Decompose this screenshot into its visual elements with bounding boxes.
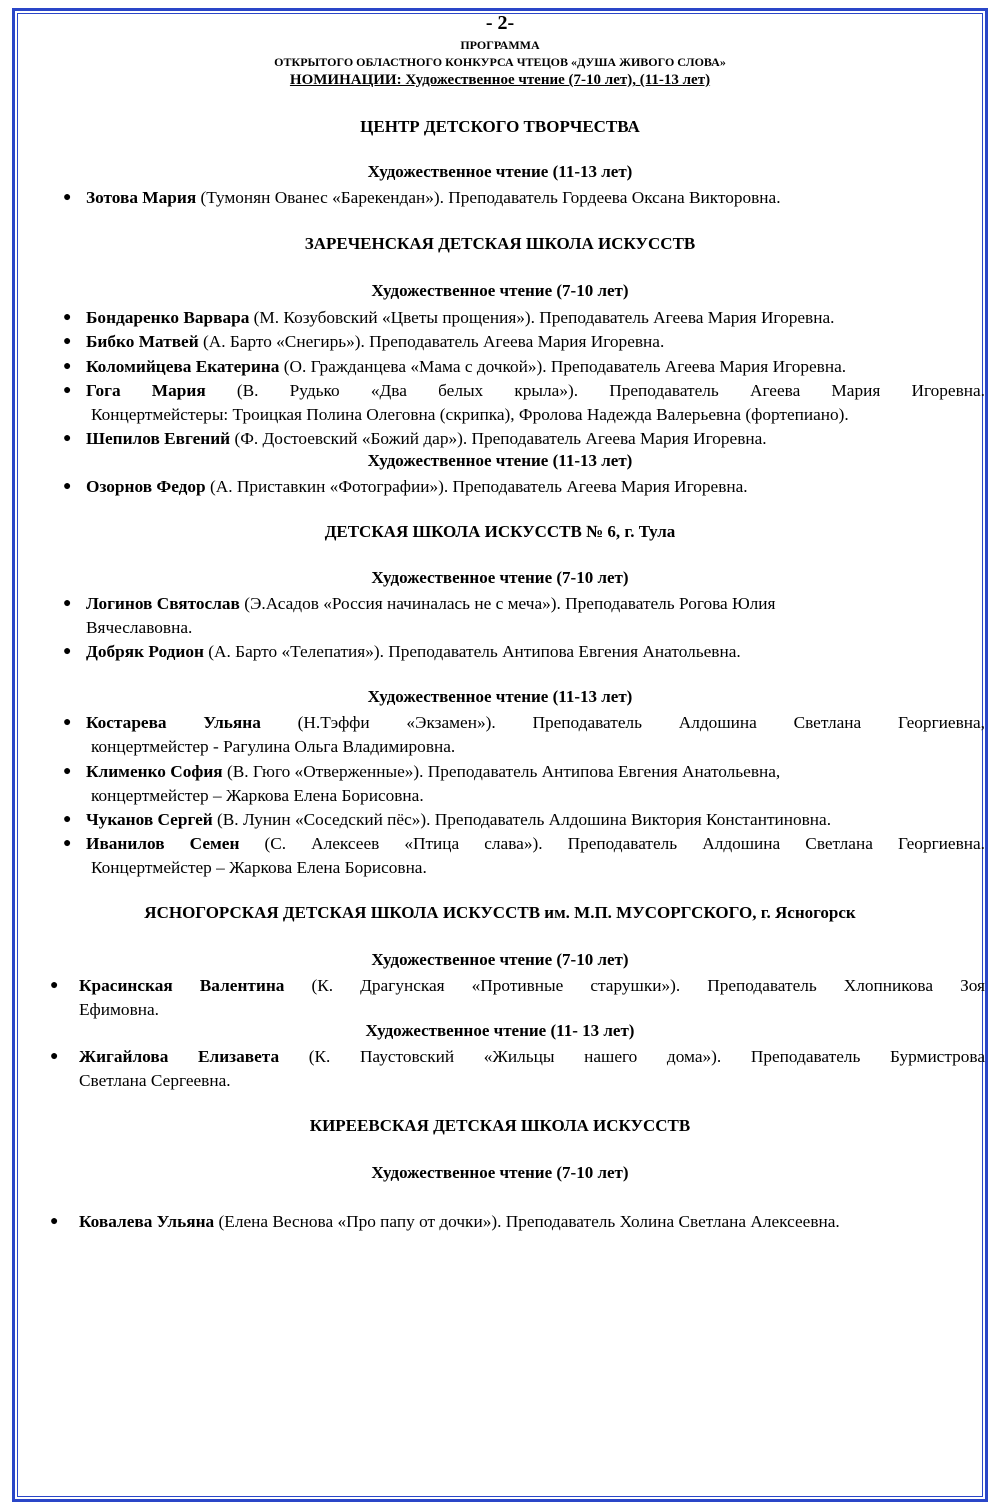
participant-details: (Ф. Достоевский «Божий дар»). Преподаватель Агеева Мария Игоревна. <box>230 429 767 448</box>
bullet-icon: ● <box>63 334 72 349</box>
participant-name: Бондаренко Варвара <box>86 308 250 327</box>
participant-details-cont: Ефимовна. <box>79 1000 159 1019</box>
participant-name: Ковалева Ульяна <box>79 1212 215 1231</box>
section-org-title: ЯСНОГОРСКАЯ ДЕТСКАЯ ШКОЛА ИСКУССТВ им. М.П. МУСОРГСКОГО, г. Ясногорск <box>144 903 856 922</box>
participant-details: (А. Барто «Снегирь»). Преподаватель Агеева Мария Игоревна. <box>198 332 665 351</box>
category-heading: Художественное чтение (7-10 лет) <box>371 568 629 587</box>
participant-details: (С. Алексеев «Птица слава»). Преподаватель Алдошина Светлана Георгиевна. <box>239 834 985 853</box>
list-item <box>63 427 986 451</box>
participant-name: Озорнов Федор <box>86 477 206 496</box>
bullet-icon: ● <box>63 836 72 851</box>
bullet-icon: ● <box>50 1214 59 1229</box>
nominations-text: НОМИНАЦИИ: Художественное чтение (7-10 лет), (11-13 лет) <box>289 72 711 88</box>
list-item <box>63 592 986 640</box>
participant-name: Добряк Родион <box>86 642 204 661</box>
bullet-icon: ● <box>63 310 72 325</box>
participant-accompanist: концертмейстер – Жаркова Елена Борисовна. <box>91 786 424 805</box>
participant-name: Клименко София <box>86 762 223 781</box>
list-item <box>63 330 986 354</box>
list-item <box>63 808 986 832</box>
list-item <box>63 186 986 210</box>
category-heading: Художественное чтение (11-13 лет) <box>367 451 633 470</box>
bullet-icon: ● <box>63 479 72 494</box>
participant-details: (Э.Асадов «Россия начиналась не с меча»). Преподаватель Рогова Юлия <box>239 594 776 613</box>
participant-name: Жигайлова Елизавета <box>79 1047 280 1066</box>
contest-title: ОТКРЫТОГО ОБЛАСТНОГО КОНКУРСА ЧТЕЦОВ «ДУША ЖИВОГО СЛОВА» <box>274 55 726 69</box>
bullet-icon: ● <box>50 1049 59 1064</box>
list-item <box>63 355 986 379</box>
participant-name: Зотова Мария <box>86 188 197 207</box>
section-org-title: ЗАРЕЧЕНСКАЯ ДЕТСКАЯ ШКОЛА ИСКУССТВ <box>304 234 696 253</box>
page-number: - 2- <box>485 12 515 34</box>
participant-details: (А. Барто «Телепатия»). Преподаватель Антипова Евгения Анатольевна. <box>203 642 741 661</box>
category-heading: Художественное чтение (7-10 лет) <box>371 281 629 300</box>
participant-details: (Тумонян Ованес «Барекендан»). Преподаватель Гордеева Оксана Викторовна. <box>196 188 781 207</box>
participant-details: (В. Рудько «Два белых крыла»). Преподаватель Агеева Мария Игоревна. <box>205 381 985 400</box>
participant-name: Красинская Валентина <box>79 976 285 995</box>
participant-details: (Елена Веснова «Про папу от дочки»). Преподаватель Холина Светлана Алексеевна. <box>214 1212 840 1231</box>
participant-name: Костарева Ульяна <box>86 713 261 732</box>
participant-details: (Н.Тэффи «Экзамен»). Преподаватель Алдошина Светлана Георгиевна, <box>260 713 985 732</box>
bullet-icon: ● <box>63 596 72 611</box>
list-item <box>63 640 986 664</box>
category-heading: Художественное чтение (11- 13 лет) <box>365 1021 635 1040</box>
bullet-icon: ● <box>63 715 72 730</box>
participant-details: (О. Гражданцева «Мама с дочкой»). Преподаватель Агеева Мария Игоревна. <box>279 357 847 376</box>
nominations-title <box>0 72 1000 89</box>
bullet-icon: ● <box>63 359 72 374</box>
participant-details: (К. Драгунская «Противные старушки»). Преподаватель Хлопникова Зоя <box>284 976 985 995</box>
bullet-icon: ● <box>63 383 72 398</box>
participant-accompanist: Концертмейстер – Жаркова Елена Борисовна. <box>91 858 427 877</box>
list-item <box>50 1045 986 1093</box>
participant-name: Коломийцева Екатерина <box>86 357 280 376</box>
list-item <box>63 760 986 808</box>
bullet-icon: ● <box>63 644 72 659</box>
bullet-icon: ● <box>63 190 72 205</box>
bullet-icon: ● <box>63 431 72 446</box>
section-org-title: ЦЕНТР ДЕТСКОГО ТВОРЧЕСТВА <box>360 117 640 136</box>
participant-name: Чуканов Сергей <box>86 810 213 829</box>
bullet-icon: ● <box>63 764 72 779</box>
section-org-title: КИРЕЕВСКАЯ ДЕТСКАЯ ШКОЛА ИСКУССТВ <box>309 1116 691 1135</box>
list-item <box>63 306 986 330</box>
participant-name: Логинов Святослав <box>86 594 240 613</box>
list-item <box>50 974 985 1022</box>
participant-accompanists: Концертмейстеры: Троицкая Полина Олеговна (скрипка), Фролова Надежда Валерьевна (фортепиано). <box>91 405 849 424</box>
category-heading: Художественное чтение (11-13 лет) <box>367 162 633 181</box>
participant-name: Гога Мария <box>86 381 206 400</box>
category-heading: Художественное чтение (7-10 лет) <box>371 950 629 969</box>
participant-name: Иванилов Семен <box>86 834 240 853</box>
participant-details: (К. Паустовский «Жильцы нашего дома»). Преподаватель Бурмистрова <box>279 1047 986 1066</box>
participant-details: (В. Гюго «Отверженные»). Преподаватель Антипова Евгения Анатольевна, <box>222 762 781 781</box>
list-item <box>63 475 986 499</box>
participant-details: (В. Лунин «Соседский пёс»). Преподаватель Алдошина Виктория Константиновна. <box>212 810 832 829</box>
participant-details-cont: Вячеславовна. <box>86 618 193 637</box>
participant-details: (А. Приставкин «Фотографии»). Преподаватель Агеева Мария Игоревна. <box>205 477 748 496</box>
participant-details: (М. Козубовский «Цветы прощения»). Преподаватель Агеева Мария Игоревна. <box>249 308 835 327</box>
section-org-title: ДЕТСКАЯ ШКОЛА ИСКУССТВ № 6, г. Тула <box>324 522 676 541</box>
category-heading: Художественное чтение (11-13 лет) <box>367 687 633 706</box>
participant-accompanist: концертмейстер - Рагулина Ольга Владимировна. <box>91 737 456 756</box>
bullet-icon: ● <box>63 812 72 827</box>
list-item <box>63 379 985 427</box>
program-title: ПРОГРАММА <box>460 38 540 52</box>
participant-details-cont: Светлана Сергеевна. <box>79 1071 231 1090</box>
list-item <box>50 1210 985 1234</box>
participant-name: Бибко Матвей <box>86 332 199 351</box>
bullet-icon: ● <box>50 978 59 993</box>
participant-name: Шепилов Евгений <box>86 429 231 448</box>
list-item <box>63 711 985 759</box>
category-heading: Художественное чтение (7-10 лет) <box>371 1163 629 1182</box>
list-item <box>63 832 985 880</box>
